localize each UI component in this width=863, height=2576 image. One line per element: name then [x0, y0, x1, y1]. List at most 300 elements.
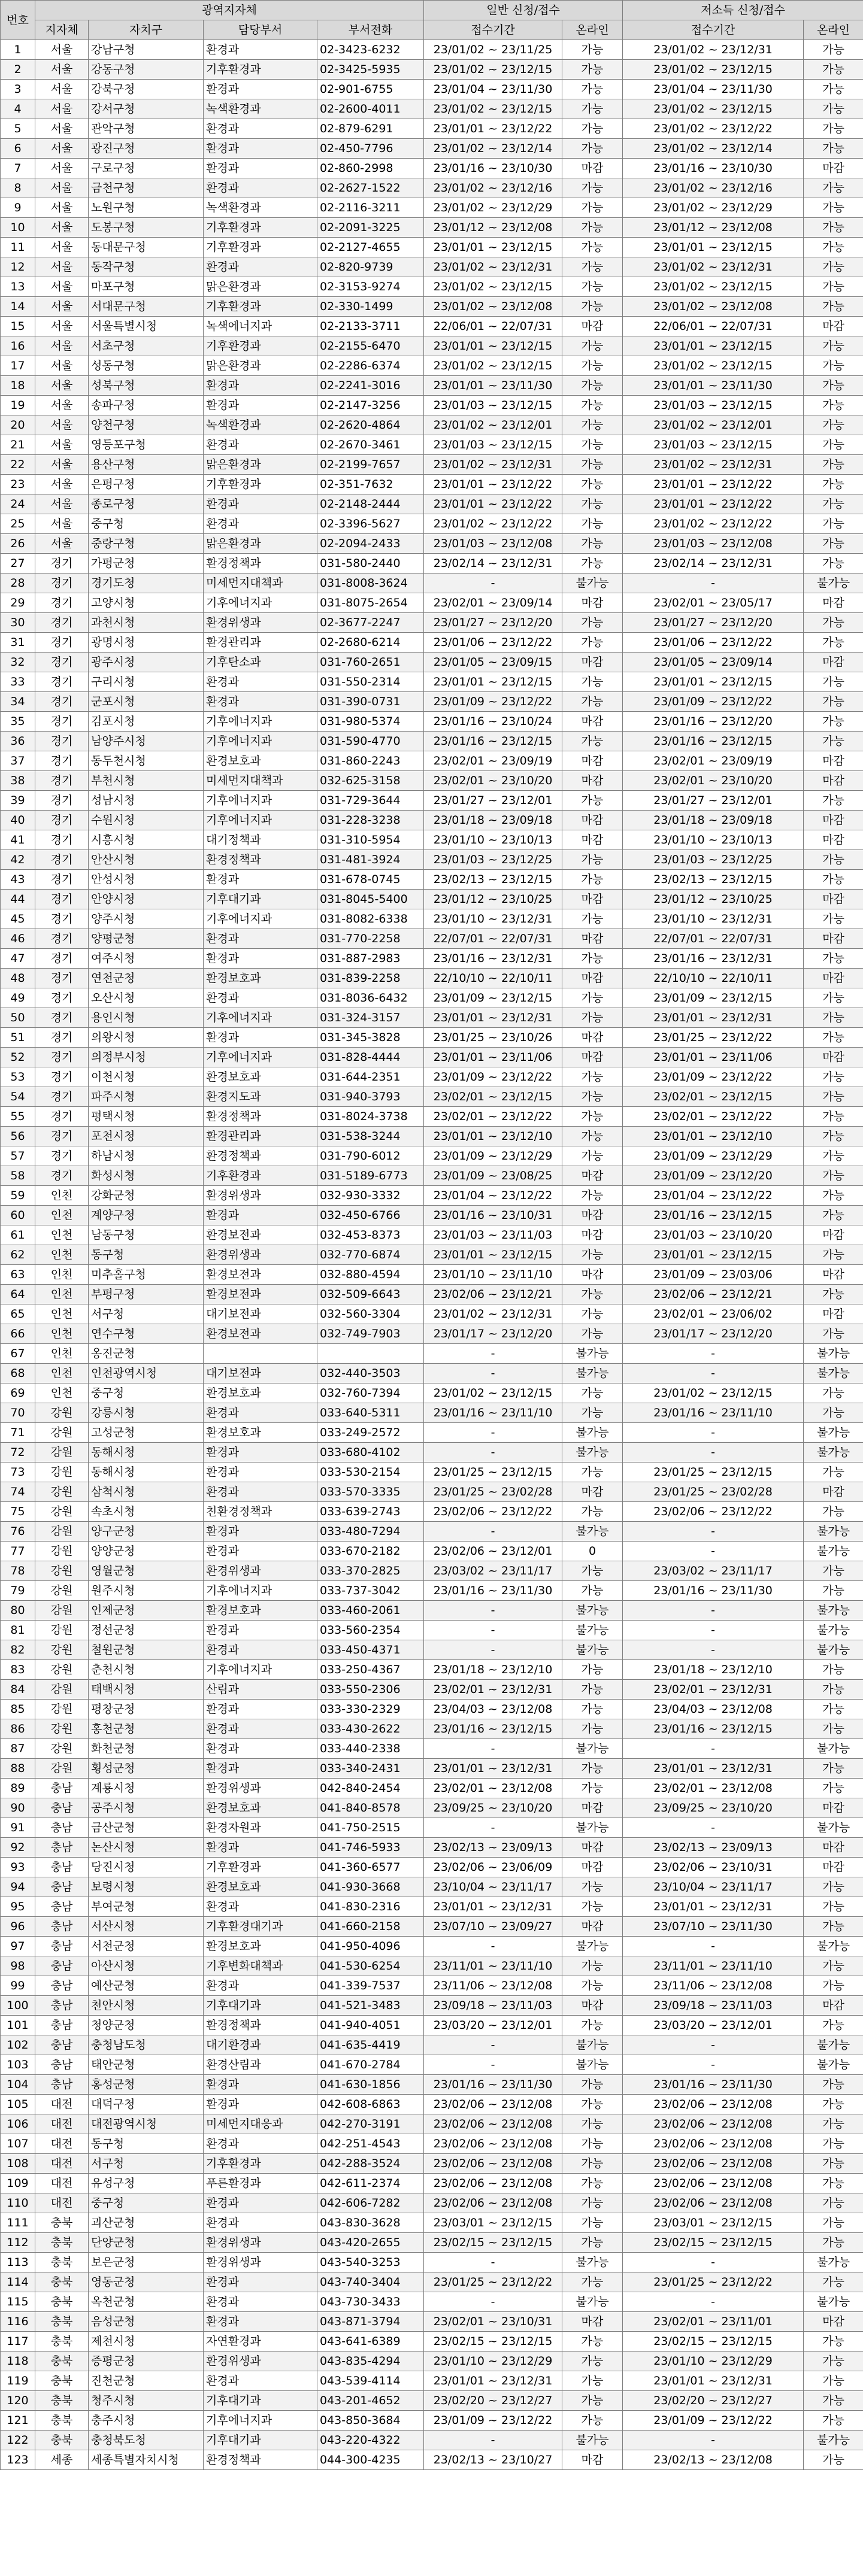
department-cell: 환경위생과	[204, 1245, 317, 1265]
table-row	[1, 1087, 863, 1107]
department-cell: 미세먼지대책과	[204, 771, 317, 791]
district-cell: 태안군청	[89, 2055, 204, 2075]
general-online-cell: 0	[562, 1542, 623, 1561]
district-cell: 부여군청	[89, 1897, 204, 1917]
general-period-cell: 23/01/16 ~ 23/10/31	[424, 1206, 562, 1225]
row-number: 43	[1, 870, 35, 890]
local-gov-cell: 충남	[35, 1937, 89, 1956]
row-number: 55	[1, 1107, 35, 1127]
general-online-cell: 가능	[562, 1700, 623, 1719]
table-row	[1, 1917, 863, 1937]
general-period-cell: 23/02/06 ~ 23/12/22	[424, 1502, 562, 1522]
department-cell: 자연환경과	[204, 2332, 317, 2352]
phone-cell: 041-521-3483	[317, 1996, 424, 2016]
row-number: 123	[1, 2450, 35, 2470]
table-row	[1, 2332, 863, 2352]
general-period-cell: 23/02/01 ~ 23/12/15	[424, 1087, 562, 1107]
department-cell: 기후에너지과	[204, 1660, 317, 1680]
low-income-online-cell: 가능	[804, 2134, 863, 2154]
department-cell: 환경정책과	[204, 2450, 317, 2470]
department-cell: 기후환경과	[204, 1858, 317, 1877]
department-cell: 환경과	[204, 949, 317, 969]
department-cell: 환경보호과	[204, 1067, 317, 1087]
general-online-cell: 가능	[562, 949, 623, 969]
general-period-cell: 23/09/18 ~ 23/11/03	[424, 1996, 562, 2016]
low-income-period-cell: -	[623, 2055, 804, 2075]
department-cell: 환경정책과	[204, 2016, 317, 2035]
department-cell: 환경정책과	[204, 850, 317, 870]
general-period-cell: 23/01/02 ~ 23/11/25	[424, 40, 562, 60]
general-period-cell: 23/01/16 ~ 23/12/15	[424, 732, 562, 751]
district-cell: 송파구청	[89, 396, 204, 415]
department-cell: 환경과	[204, 139, 317, 159]
low-income-period-cell: 23/01/09 ~ 23/12/20	[623, 1166, 804, 1186]
local-gov-cell: 충남	[35, 1956, 89, 1976]
low-income-online-cell: 불가능	[804, 1443, 863, 1463]
table-row	[1, 455, 863, 475]
row-number: 59	[1, 1186, 35, 1206]
local-gov-cell: 경기	[35, 870, 89, 890]
table-row	[1, 60, 863, 80]
phone-cell: 02-2241-3016	[317, 376, 424, 396]
district-cell: 광진구청	[89, 139, 204, 159]
low-income-period-cell: 22/10/10 ~ 22/10/11	[623, 969, 804, 988]
row-number: 69	[1, 1383, 35, 1403]
phone-cell: 032-770-6874	[317, 1245, 424, 1265]
local-gov-cell: 강원	[35, 1502, 89, 1522]
low-income-online-cell: 마감	[804, 1838, 863, 1858]
row-number: 65	[1, 1304, 35, 1324]
district-cell: 증평군청	[89, 2352, 204, 2371]
table-row	[1, 1759, 863, 1779]
phone-cell: 02-2094-2433	[317, 534, 424, 554]
low-income-online-cell: 가능	[804, 376, 863, 396]
department-cell: 기후환경과	[204, 1166, 317, 1186]
general-online-cell: 마감	[562, 1482, 623, 1502]
general-online-cell: 마감	[562, 1798, 623, 1818]
low-income-online-cell: 가능	[804, 1660, 863, 1680]
local-gov-cell: 충북	[35, 2371, 89, 2391]
district-cell: 미추홀구청	[89, 1265, 204, 1285]
general-online-cell: 마감	[562, 653, 623, 672]
row-number: 119	[1, 2371, 35, 2391]
general-period-cell: 23/01/01 ~ 23/12/22	[424, 494, 562, 514]
general-period-cell: 23/01/12 ~ 23/10/25	[424, 890, 562, 909]
low-income-online-cell: 가능	[804, 1067, 863, 1087]
department-cell: 환경과	[204, 257, 317, 277]
general-online-cell: 가능	[562, 2095, 623, 2114]
low-income-online-cell: 마감	[804, 929, 863, 949]
general-period-cell: 23/01/18 ~ 23/09/18	[424, 811, 562, 830]
low-income-online-cell: 가능	[804, 1779, 863, 1798]
general-online-cell: 가능	[562, 988, 623, 1008]
low-income-period-cell: 23/01/16 ~ 23/10/30	[623, 159, 804, 178]
low-income-period-cell: 23/02/13 ~ 23/12/15	[623, 870, 804, 890]
row-number: 6	[1, 139, 35, 159]
district-cell: 충청남도청	[89, 2035, 204, 2055]
district-cell: 파주시청	[89, 1087, 204, 1107]
local-gov-cell: 충남	[35, 1877, 89, 1897]
local-gov-cell: 인천	[35, 1364, 89, 1383]
row-number: 35	[1, 712, 35, 732]
department-cell: 환경과	[204, 1206, 317, 1225]
local-gov-cell: 서울	[35, 257, 89, 277]
low-income-online-cell: 가능	[804, 1087, 863, 1107]
general-online-cell: 불가능	[562, 1344, 623, 1364]
department-cell: 환경과	[204, 1739, 317, 1759]
row-number: 8	[1, 178, 35, 198]
table-row	[1, 1364, 863, 1383]
department-cell: 기후에너지과	[204, 2411, 317, 2431]
local-gov-cell: 서울	[35, 356, 89, 376]
general-online-cell: 가능	[562, 2411, 623, 2431]
district-cell: 성북구청	[89, 376, 204, 396]
low-income-period-cell: 23/02/14 ~ 23/12/31	[623, 554, 804, 574]
local-gov-cell: 대전	[35, 2193, 89, 2213]
general-period-cell: 23/02/13 ~ 23/12/15	[424, 870, 562, 890]
district-cell: 정선군청	[89, 1621, 204, 1640]
low-income-online-cell: 불가능	[804, 1601, 863, 1621]
row-number: 33	[1, 672, 35, 692]
general-period-cell: 23/01/02 ~ 23/12/22	[424, 514, 562, 534]
department-cell: 환경위생과	[204, 2352, 317, 2371]
low-income-period-cell: -	[623, 2292, 804, 2312]
table-row	[1, 1304, 863, 1324]
low-income-period-cell: 23/01/25 ~ 23/02/28	[623, 1482, 804, 1502]
table-row	[1, 178, 863, 198]
district-cell: 제천시청	[89, 2332, 204, 2352]
low-income-period-cell: -	[623, 1621, 804, 1640]
low-income-online-cell: 가능	[804, 1759, 863, 1779]
row-number: 29	[1, 593, 35, 613]
table-row	[1, 1324, 863, 1344]
department-cell: 기후대기과	[204, 890, 317, 909]
row-number: 114	[1, 2272, 35, 2292]
general-online-cell: 마감	[562, 712, 623, 732]
district-cell: 양평군청	[89, 929, 204, 949]
row-number: 17	[1, 356, 35, 376]
local-gov-cell: 충남	[35, 1996, 89, 2016]
general-online-cell: 마감	[562, 593, 623, 613]
local-gov-cell: 경기	[35, 692, 89, 712]
table-row	[1, 1502, 863, 1522]
phone-cell: 033-570-3335	[317, 1482, 424, 1502]
phone-cell: 031-590-4770	[317, 732, 424, 751]
general-online-cell: 불가능	[562, 1601, 623, 1621]
phone-cell: 031-481-3924	[317, 850, 424, 870]
local-gov-cell: 서울	[35, 415, 89, 435]
row-number: 78	[1, 1561, 35, 1581]
phone-cell: 041-746-5933	[317, 1838, 424, 1858]
row-number: 121	[1, 2411, 35, 2431]
low-income-online-cell: 가능	[804, 692, 863, 712]
table-row	[1, 969, 863, 988]
row-number: 102	[1, 2035, 35, 2055]
low-income-online-cell: 가능	[804, 1107, 863, 1127]
district-cell: 수원시청	[89, 811, 204, 830]
table-row	[1, 1561, 863, 1581]
low-income-period-cell: 23/02/01 ~ 23/11/01	[623, 2312, 804, 2332]
low-income-period-cell: 23/01/02 ~ 23/12/31	[623, 40, 804, 60]
general-online-cell: 가능	[562, 494, 623, 514]
district-cell: 안산시청	[89, 850, 204, 870]
row-number: 71	[1, 1423, 35, 1443]
table-row	[1, 80, 863, 99]
low-income-online-cell: 마감	[804, 159, 863, 178]
row-number: 7	[1, 159, 35, 178]
phone-cell: 031-887-2983	[317, 949, 424, 969]
low-income-online-cell: 가능	[804, 2371, 863, 2391]
low-income-online-cell: 가능	[804, 415, 863, 435]
table-row	[1, 99, 863, 119]
general-online-cell: 불가능	[562, 1818, 623, 1838]
general-period-cell: 23/02/06 ~ 23/12/08	[424, 2095, 562, 2114]
general-online-cell: 가능	[562, 1186, 623, 1206]
table-row	[1, 1463, 863, 1482]
general-online-cell: 가능	[562, 1779, 623, 1798]
general-online-cell: 불가능	[562, 1364, 623, 1383]
district-cell: 가평군청	[89, 554, 204, 574]
district-cell: 오산시청	[89, 988, 204, 1008]
general-online-cell: 가능	[562, 1877, 623, 1897]
district-cell: 논산시청	[89, 1838, 204, 1858]
district-cell: 성동구청	[89, 356, 204, 376]
row-number: 23	[1, 475, 35, 494]
local-gov-cell: 충북	[35, 2233, 89, 2253]
phone-cell: 033-250-4367	[317, 1660, 424, 1680]
district-cell: 고양시청	[89, 593, 204, 613]
phone-cell: 031-8024-3738	[317, 1107, 424, 1127]
row-number: 109	[1, 2174, 35, 2193]
local-gov-cell: 강원	[35, 1463, 89, 1482]
local-gov-cell: 경기	[35, 1146, 89, 1166]
table-row	[1, 1621, 863, 1640]
general-online-cell: 가능	[562, 178, 623, 198]
low-income-online-cell: 가능	[804, 1680, 863, 1700]
general-period-cell: 23/03/02 ~ 23/11/17	[424, 1561, 562, 1581]
district-cell: 옹진군청	[89, 1344, 204, 1364]
general-online-cell: 불가능	[562, 1522, 623, 1542]
table-row	[1, 850, 863, 870]
low-income-online-cell: 가능	[804, 1166, 863, 1186]
district-cell: 천안시청	[89, 1996, 204, 2016]
local-gov-cell: 충남	[35, 2016, 89, 2035]
department-cell: 환경과	[204, 1482, 317, 1502]
table-row	[1, 751, 863, 771]
phone-cell: 043-871-3794	[317, 2312, 424, 2332]
general-online-cell: 가능	[562, 1976, 623, 1996]
low-income-online-cell: 마감	[804, 593, 863, 613]
phone-cell: 042-840-2454	[317, 1779, 424, 1798]
department-cell: 환경과	[204, 159, 317, 178]
table-row	[1, 2213, 863, 2233]
low-income-period-cell: -	[623, 2253, 804, 2272]
low-income-period-cell: -	[623, 2035, 804, 2055]
low-income-period-cell: 23/01/03 ~ 23/10/20	[623, 1225, 804, 1245]
low-income-online-cell: 가능	[804, 712, 863, 732]
header-general-group: 일반 신청/접수	[424, 1, 623, 20]
general-online-cell: 가능	[562, 257, 623, 277]
general-period-cell: -	[424, 2035, 562, 2055]
department-cell: 환경정책과	[204, 1146, 317, 1166]
phone-cell: 043-641-6389	[317, 2332, 424, 2352]
district-cell: 광명시청	[89, 633, 204, 653]
table-row	[1, 1719, 863, 1739]
district-cell: 단양군청	[89, 2233, 204, 2253]
department-cell: 녹색환경과	[204, 415, 317, 435]
phone-cell: 033-450-4371	[317, 1640, 424, 1660]
low-income-period-cell: 23/01/01 ~ 23/12/15	[623, 238, 804, 257]
row-number: 11	[1, 238, 35, 257]
table-row	[1, 317, 863, 336]
phone-cell: 031-8036-6432	[317, 988, 424, 1008]
general-period-cell: 23/01/02 ~ 23/12/29	[424, 198, 562, 218]
table-row	[1, 2193, 863, 2213]
general-online-cell: 가능	[562, 1107, 623, 1127]
department-cell: 기후환경과	[204, 218, 317, 238]
row-number: 53	[1, 1067, 35, 1087]
general-period-cell: 23/01/16 ~ 23/12/15	[424, 1719, 562, 1739]
low-income-period-cell: 23/01/27 ~ 23/12/01	[623, 791, 804, 811]
general-period-cell: 23/10/04 ~ 23/11/17	[424, 1877, 562, 1897]
table-row	[1, 2431, 863, 2450]
local-gov-cell: 강원	[35, 1403, 89, 1423]
local-gov-cell: 충북	[35, 2411, 89, 2431]
district-cell: 용인시청	[89, 1008, 204, 1028]
local-gov-cell: 경기	[35, 850, 89, 870]
header-local-gov: 지자체	[35, 20, 89, 40]
general-online-cell: 가능	[562, 633, 623, 653]
low-income-online-cell: 가능	[804, 1383, 863, 1403]
district-cell: 의정부시청	[89, 1048, 204, 1067]
general-online-cell: 가능	[562, 514, 623, 534]
department-cell: 환경과	[204, 80, 317, 99]
phone-cell: 041-630-1856	[317, 2075, 424, 2095]
low-income-period-cell: 23/01/02 ~ 23/12/08	[623, 297, 804, 317]
low-income-period-cell: 23/02/20 ~ 23/12/27	[623, 2391, 804, 2411]
local-gov-cell: 경기	[35, 771, 89, 791]
low-income-online-cell: 불가능	[804, 2292, 863, 2312]
row-number: 46	[1, 929, 35, 949]
table-row	[1, 692, 863, 712]
low-income-period-cell: 23/01/04 ~ 23/11/30	[623, 80, 804, 99]
district-cell: 진천군청	[89, 2371, 204, 2391]
department-cell: 대기정책과	[204, 830, 317, 850]
phone-cell: 044-300-4235	[317, 2450, 424, 2470]
department-cell: 기후에너지과	[204, 1008, 317, 1028]
district-cell: 보은군청	[89, 2253, 204, 2272]
general-online-cell: 가능	[562, 613, 623, 633]
general-online-cell: 마감	[562, 1048, 623, 1067]
general-period-cell: 23/01/01 ~ 23/12/15	[424, 238, 562, 257]
local-gov-cell: 경기	[35, 1166, 89, 1186]
department-cell: 환경과	[204, 1028, 317, 1048]
general-period-cell: 23/01/18 ~ 23/12/10	[424, 1660, 562, 1680]
district-cell: 양양군청	[89, 1542, 204, 1561]
row-number: 28	[1, 574, 35, 593]
general-online-cell: 마감	[562, 2312, 623, 2332]
low-income-online-cell: 가능	[804, 336, 863, 356]
district-cell: 안성시청	[89, 870, 204, 890]
department-cell: 환경보전과	[204, 1225, 317, 1245]
row-number: 40	[1, 811, 35, 830]
low-income-online-cell: 가능	[804, 80, 863, 99]
phone-cell: 041-950-4096	[317, 1937, 424, 1956]
district-cell: 홍성군청	[89, 2075, 204, 2095]
low-income-online-cell: 가능	[804, 1127, 863, 1146]
phone-cell: 042-611-2374	[317, 2174, 424, 2193]
local-gov-cell: 서울	[35, 336, 89, 356]
department-cell: 환경과	[204, 2371, 317, 2391]
general-online-cell: 가능	[562, 1897, 623, 1917]
local-gov-cell: 경기	[35, 653, 89, 672]
general-period-cell: -	[424, 2055, 562, 2075]
low-income-online-cell: 가능	[804, 2016, 863, 2035]
district-cell: 대덕구청	[89, 2095, 204, 2114]
low-income-period-cell: -	[623, 1364, 804, 1383]
low-income-online-cell: 가능	[804, 554, 863, 574]
low-income-online-cell: 마감	[804, 890, 863, 909]
table-row	[1, 1542, 863, 1561]
phone-cell: 02-2155-6470	[317, 336, 424, 356]
row-number: 77	[1, 1542, 35, 1561]
phone-cell: 043-835-4294	[317, 2352, 424, 2371]
phone-cell: 031-8082-6338	[317, 909, 424, 929]
table-row	[1, 791, 863, 811]
general-period-cell: -	[424, 1818, 562, 1838]
low-income-online-cell: 가능	[804, 277, 863, 297]
phone-cell: 032-560-3304	[317, 1304, 424, 1324]
phone-cell: 02-2670-3461	[317, 435, 424, 455]
local-gov-cell: 경기	[35, 949, 89, 969]
table-row	[1, 2134, 863, 2154]
local-gov-cell: 강원	[35, 1759, 89, 1779]
table-row	[1, 277, 863, 297]
row-number: 116	[1, 2312, 35, 2332]
low-income-online-cell: 가능	[804, 2450, 863, 2470]
district-cell: 속초시청	[89, 1502, 204, 1522]
row-number: 47	[1, 949, 35, 969]
general-period-cell: -	[424, 1344, 562, 1364]
table-row	[1, 514, 863, 534]
phone-cell: 02-3396-5627	[317, 514, 424, 534]
department-cell: 산림과	[204, 1680, 317, 1700]
low-income-online-cell: 불가능	[804, 1621, 863, 1640]
low-income-period-cell: 23/01/12 ~ 23/10/25	[623, 890, 804, 909]
low-income-period-cell: 23/01/16 ~ 23/11/30	[623, 2075, 804, 2095]
district-cell: 성남시청	[89, 791, 204, 811]
general-online-cell: 마감	[562, 159, 623, 178]
department-cell: 녹색에너지과	[204, 317, 317, 336]
district-cell: 삼척시청	[89, 1482, 204, 1502]
department-cell: 환경보전과	[204, 1265, 317, 1285]
district-cell: 충주시청	[89, 2411, 204, 2431]
general-period-cell: -	[424, 574, 562, 593]
low-income-online-cell: 가능	[804, 672, 863, 692]
local-gov-cell: 경기	[35, 929, 89, 949]
local-gov-cell: 경기	[35, 593, 89, 613]
local-gov-cell: 경기	[35, 554, 89, 574]
phone-cell: 031-228-3238	[317, 811, 424, 830]
table-row	[1, 2016, 863, 2035]
phone-cell: 031-760-2651	[317, 653, 424, 672]
general-online-cell: 불가능	[562, 1443, 623, 1463]
district-cell: 동구청	[89, 2134, 204, 2154]
table-row	[1, 1067, 863, 1087]
low-income-period-cell: 23/10/04 ~ 23/11/17	[623, 1877, 804, 1897]
general-online-cell: 가능	[562, 139, 623, 159]
general-online-cell: 가능	[562, 1304, 623, 1324]
